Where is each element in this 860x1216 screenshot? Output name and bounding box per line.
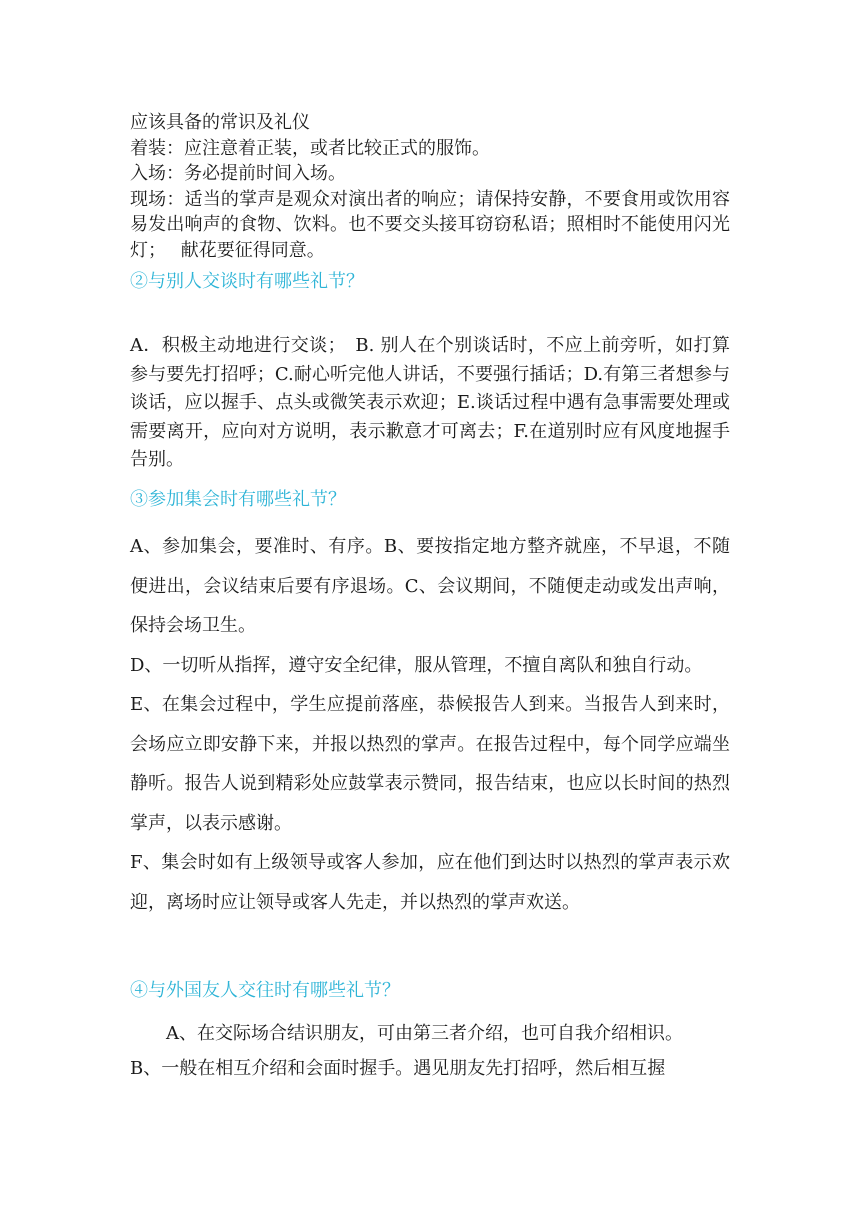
dress-rule: 着装：应注意着正装，或者比较正式的服饰。 [130,137,490,159]
onsite-rule: 现场：适当的掌声是观众对演出者的响应；请保持安静，不要食用或饮用容易发出响声的食物、饮料。也不要交头接耳窃窃私语；照相时不能使用闪光灯； 献花要征得同意。 [130,188,730,261]
conversation-heading: ②与别人交谈时有哪些礼节？ [130,271,364,292]
assembly-heading: ③参加集会时有哪些礼节？ [130,489,346,510]
concert-etiquette-section [130,110,730,263]
section-title: 应该具备的常识及礼仪 [130,112,310,133]
foreigner-paragraph-b: B、一般在相互介绍和会面时握手。遇见朋友先打招呼，然后相互握 [130,1058,666,1079]
foreigner-section [130,1016,683,1086]
foreigner-heading: ④与外国友人交往时有哪些礼节？ [130,980,400,1001]
assembly-section [130,527,730,922]
assembly-paragraph-f: F、集会时如有上级领导或客人参加，应在他们到达时以热烈的掌声表示欢迎，离场时应让领导或客人先走，并以热烈的掌声欢送。 [130,852,730,913]
conversation-section [130,332,730,475]
conversation-paragraph: A．积极主动地进行交谈； B. 别人在个别谈话时，不应上前旁听，如打算参与要先打招呼；C.耐心听完他人讲话，不要强行插话；D.有第三者想参与谈话，应以握手、点头或微笑表示欢迎；E.谈话过程中遇有急事需要处理或需要离开，应向对方说明，表示歉意才可离去；F.在道别时应有风度地握手告别。 [130,335,730,470]
foreigner-paragraph-a: A、在交际场合结识朋友，可由第三者介绍，也可自我介绍相识。 [166,1023,683,1044]
entry-rule: 入场：务必提前时间入场。 [130,163,346,184]
assembly-paragraph-d: D、一切听从指挥，遵守安全纪律，服从管理，不擅自离队和独自行动。 [130,654,703,676]
assembly-paragraph-a: A、参加集会，要准时、有序。B、要按指定地方整齐就座，不早退，不随便进出，会议结束后要有序退场。C、会议期间，不随便走动或发出声响，保持会场卫生。 [130,536,730,636]
assembly-paragraph-e: E、在集会过程中，学生应提前落座，恭候报告人到来。当报告人到来时，会场应立即安静下来，并报以热烈的掌声。在报告过程中，每个同学应端坐静听。报告人说到精彩处应鼓掌表示赞同，报告结束，也应以长时间的热烈掌声，以表示感谢。 [130,694,730,834]
